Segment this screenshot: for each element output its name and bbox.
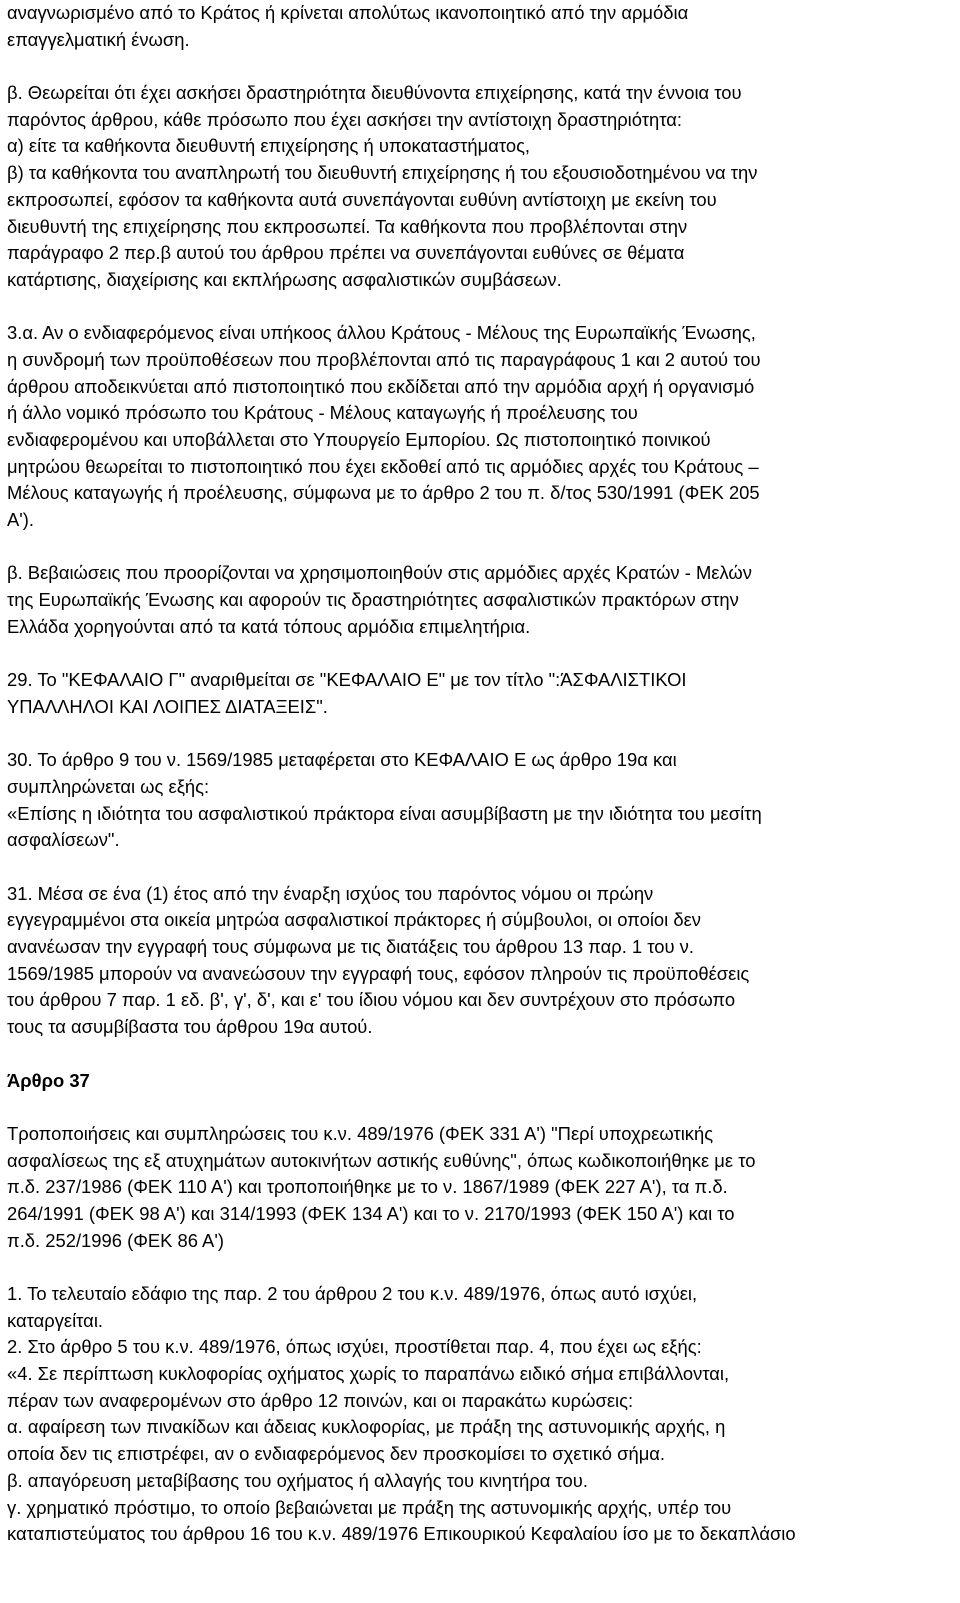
paragraph-gap (7, 294, 953, 321)
text-line: μητρώου θεωρείται το πιστοποιητικό που έχει εκδοθεί από τις αρμόδιες αρχές του Κράτους – (7, 455, 759, 477)
text-line: ασφαλίσεων". (7, 829, 120, 851)
text-line: ασφαλίσεως της εξ ατυχημάτων αυτοκινήτων αστικής ευθύνης", όπως κωδικοποιήθηκε με το (7, 1149, 756, 1171)
text-line: 264/1991 (ΦΕΚ 98 Α') και 314/1993 (ΦΕΚ 134 Α') και το ν. 2170/1993 (ΦΕΚ 150 Α') και το (7, 1202, 735, 1224)
paragraph-gap (7, 1254, 953, 1281)
text-line: οποία δεν τις επιστρέφει, αν ο ενδιαφερόμενος δεν προσκομίσει το σχετικό σήμα. (7, 1443, 666, 1465)
text-line: 1. Το τελευταίο εδάφιο της παρ. 2 του άρθρου 2 του κ.ν. 489/1976, όπως αυτό ισχύει, (7, 1283, 698, 1304)
text-line: β. απαγόρευση μεταβίβασης του οχήματος ή αλλαγής του κινητήρα του. (7, 1469, 588, 1491)
paragraph (7, 747, 953, 854)
text-line: καταπιστεύματος του άρθρου 16 του κ.ν. 489/1976 Επικουρικού Κεφαλαίου ίσο με το δεκαπλάσιο (7, 1523, 796, 1545)
text-line: τους τα ασυμβίβαστα του άρθρου 19α αυτού. (7, 1016, 373, 1038)
paragraph (7, 1281, 953, 1548)
text-line: 1569/1985 μπορούν να ανανεώσουν την εγγραφή τους, εφόσον πληρούν τις προϋποθέσεις (7, 962, 750, 984)
text-line: συμπληρώνεται ως εξής: (7, 775, 210, 797)
paragraph (7, 560, 953, 640)
text-line: κατάρτισης, διαχείρισης και εκπλήρωσης ασφαλιστικών συμβάσεων. (7, 268, 562, 290)
text-line: 30. Το άρθρο 9 του ν. 1569/1985 μεταφέρεται στο ΚΕΦΑΛΑΙΟ Ε ως άρθρο 19α και (7, 749, 677, 771)
paragraph (7, 320, 953, 534)
text-line: εκπροσωπεί, εφόσον τα καθήκοντα αυτά συνεπάγονται ευθύνη αντίστοιχη με εκείνη του (7, 188, 717, 210)
text-line: 2. Στο άρθρο 5 του κ.ν. 489/1976, όπως ισχύει, προστίθεται παρ. 4, που έχει ως εξής: (7, 1336, 702, 1358)
text-line: ή άλλο νομικό πρόσωπο του Κράτους - Μέλους καταγωγής ή προέλευσης του (7, 402, 638, 424)
text-line: π.δ. 252/1996 (ΦΕΚ 86 Α') (7, 1229, 224, 1251)
heading-text: Άρθρο 37 (7, 1069, 90, 1091)
text-line: άρθρου αποδεικνύεται από πιστοποιητικό που εκδίδεται από την αρμόδια αρχή ή οργανισμό (7, 375, 755, 397)
text-line: η συνδρομή των προϋποθέσεων που προβλέπονται από τις παραγράφους 1 και 2 αυτού του (7, 348, 761, 370)
text-line: 29. Το "ΚΕΦΑΛΑΙΟ Γ" αναριθμείται σε "ΚΕΦΑΛΑΙΟ Ε" με τον τίτλο ":ΆΣΦΑΛΙΣΤΙΚΟΙ (7, 669, 687, 691)
text-line: Τροποποιήσεις και συμπληρώσεις του κ.ν. 489/1976 (ΦΕΚ 331 Α') "Περί υποχρεωτικής (7, 1122, 714, 1144)
text-line: επαγγελματική ένωση. (7, 28, 190, 50)
document-page (7, 0, 953, 1548)
paragraph-gap (7, 721, 953, 748)
paragraph (7, 80, 953, 294)
text-line: ανανέωσαν την εγγραφή τους σύμφωνα με τις διατάξεις του άρθρου 13 παρ. 1 του ν. (7, 936, 694, 958)
paragraph-gap (7, 53, 953, 80)
text-line: παρόντος άρθρου, κάθε πρόσωπο που έχει ασκήσει την αντίστοιχη δραστηριότητα: (7, 108, 682, 130)
text-line: της Ευρωπαϊκής Ένωσης και αφορούν τις δραστηριότητες ασφαλιστικών πρακτόρων στην (7, 589, 739, 611)
text-line: «Επίσης η ιδιότητα του ασφαλιστικού πράκτορα είναι ασυμβίβαστη με την ιδιότητα του μεσίτη (7, 802, 762, 824)
paragraph-gap (7, 1094, 953, 1121)
text-line: β. Βεβαιώσεις που προορίζονται να χρησιμοποιηθούν στις αρμόδιες αρχές Κρατών - Μελών (7, 562, 752, 584)
text-line: Α'). (7, 509, 35, 531)
text-line: Ελλάδα χορηγούνται από τα κατά τόπους αρμόδια επιμελητήρια. (7, 615, 531, 637)
text-line: ενδιαφερομένου και υποβάλλεται στο Υπουργείο Εμπορίου. Ως πιστοποιητικό ποινικού (7, 429, 711, 450)
text-line: του άρθρου 7 παρ. 1 εδ. β', γ', δ', και ε' του ίδιου νόμου και δεν συντρέχουν στο πρόσωπο (7, 989, 736, 1011)
paragraph (7, 881, 953, 1041)
text-line: παράγραφο 2 περ.β αυτού του άρθρου πρέπει να συνεπάγονται ευθύνες σε θέματα (7, 242, 685, 264)
text-line: β. Θεωρείται ότι έχει ασκήσει δραστηριότητα διευθύνοντα επιχείρησης, κατά την έννοια του (7, 82, 742, 104)
text-line: εγγεγραμμένοι στα οικεία μητρώα ασφαλιστικοί πράκτορες ή σύμβουλοι, οι οποίοι δεν (7, 909, 701, 931)
text-line: 3.α. Αν ο ενδιαφερόμενος είναι υπήκοος άλλου Κράτους - Μέλους της Ευρωπαϊκής Ένωσης, (7, 322, 756, 344)
text-line: ΥΠΑΛΛΗΛΟΙ ΚΑΙ ΛΟΙΠΕΣ ΔΙΑΤΑΞΕΙΣ". (7, 695, 328, 717)
text-line: Μέλους καταγωγής ή προέλευσης, σύμφωνα με το άρθρο 2 του π. δ/τος 530/1991 (ΦΕΚ 205 (7, 482, 760, 504)
paragraph-gap (7, 534, 953, 561)
text-line: «4. Σε περίπτωση κυκλοφορίας οχήματος χωρίς το παραπάνω ειδικό σήμα επιβάλλονται, (7, 1363, 730, 1385)
text-line: πέραν των αναφερομένων στο άρθρο 12 ποινών, και οι παρακάτω κυρώσεις: (7, 1389, 634, 1411)
paragraph (7, 1121, 953, 1254)
text-line: γ. χρηματικό πρόστιμο, το οποίο βεβαιώνεται με πράξη της αστυνομικής αρχής, υπέρ του (7, 1496, 732, 1518)
text-line: αναγνωρισμένο από το Κράτος ή κρίνεται απολύτως ικανοποιητικό από την αρμόδια (7, 2, 689, 23)
paragraph-gap (7, 854, 953, 881)
text-line: α) είτε τα καθήκοντα διευθυντή επιχείρησης ή υποκαταστήματος, (7, 135, 531, 157)
text-line: καταργείται. (7, 1309, 104, 1331)
paragraph-gap (7, 1041, 953, 1068)
paragraph (7, 667, 953, 720)
article-heading (7, 1068, 953, 1095)
text-line: π.δ. 237/1986 (ΦΕΚ 110 Α') και τροποποιήθηκε με το ν. 1867/1989 (ΦΕΚ 227 Α'), τα π.δ. (7, 1176, 728, 1198)
text-line: διευθυντή της επιχείρησης που εκπροσωπεί. Τα καθήκοντα που προβλέπονται στην (7, 215, 688, 237)
paragraph-gap (7, 641, 953, 668)
text-line: 31. Μέσα σε ένα (1) έτος από την έναρξη ισχύος του παρόντος νόμου οι πρώην (7, 882, 654, 904)
paragraph (7, 0, 953, 53)
text-line: β) τα καθήκοντα του αναπληρωτή του διευθυντή επιχείρησης ή του εξουσιοδοτημένου να την (7, 162, 758, 184)
text-line: α. αφαίρεση των πινακίδων και άδειας κυκλοφορίας, με πράξη της αστυνομικής αρχής, η (7, 1416, 726, 1438)
